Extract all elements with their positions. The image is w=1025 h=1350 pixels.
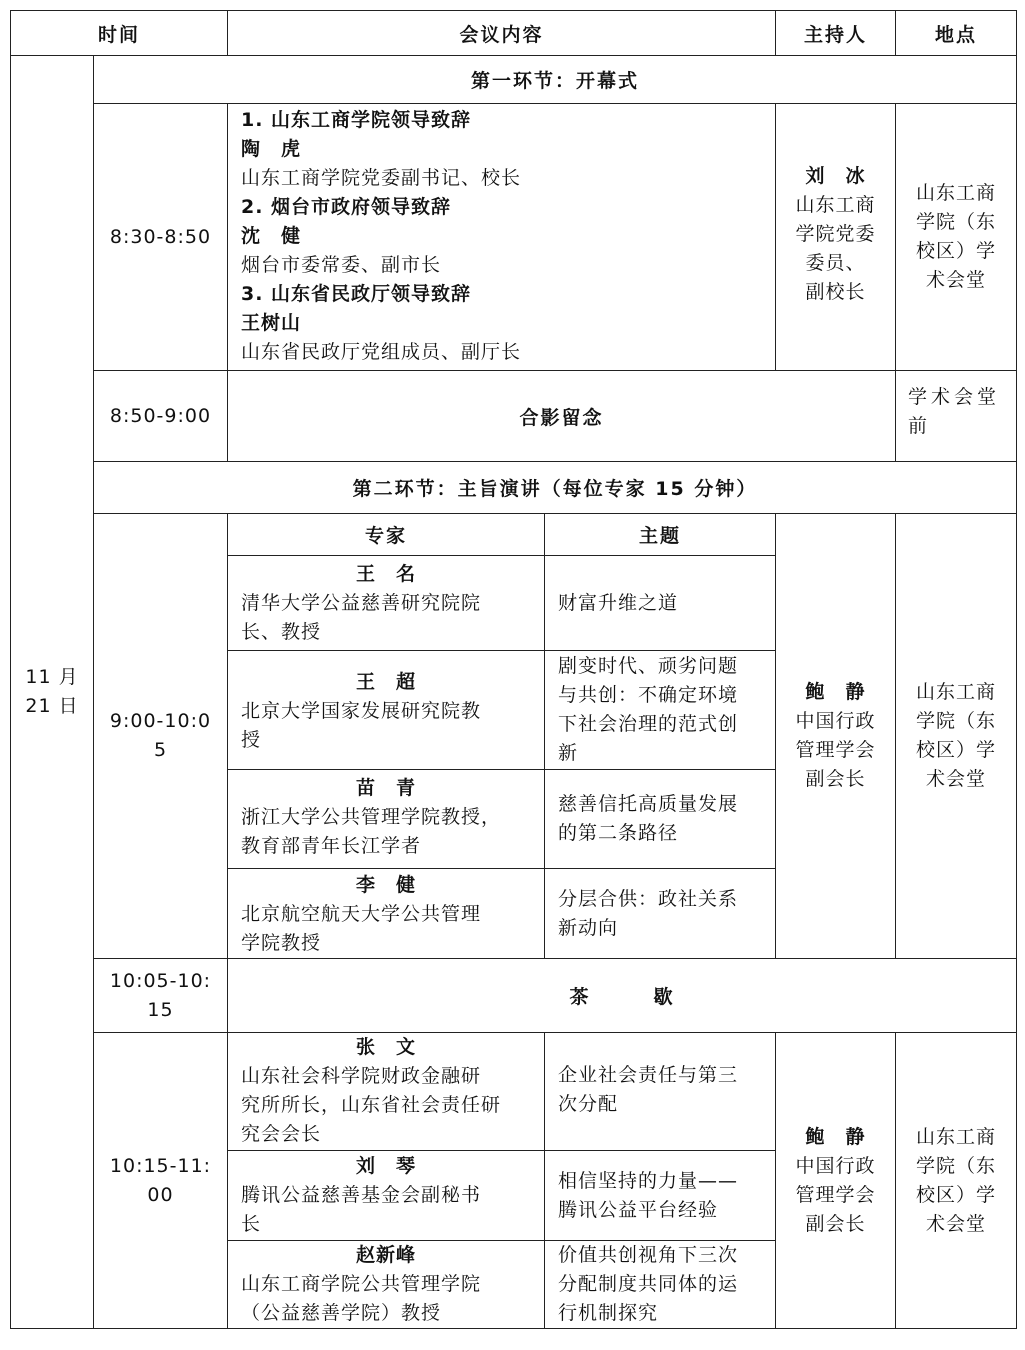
topic-cell xyxy=(544,1150,776,1241)
topic-cell xyxy=(544,650,776,770)
topic-line: 行机制探究 xyxy=(558,1302,659,1324)
topic-line: 新动向 xyxy=(558,916,619,939)
opening-item3-name: 王树山 xyxy=(241,312,302,334)
col-expert-header: 专家 xyxy=(227,513,545,556)
speaker-role: 长 xyxy=(241,1213,262,1235)
tea-time: 10:05-10: 15 xyxy=(93,958,228,1033)
speaker-role: 北京大学国家发展研究院教 xyxy=(241,700,482,722)
topic-line: 相信坚持的力量—— xyxy=(558,1169,739,1192)
venue-line: 校区）学 xyxy=(915,1183,996,1206)
session2-title: 第二环节：主旨演讲（每位专家 15 分钟） xyxy=(93,461,1017,514)
opening-host xyxy=(775,103,896,371)
opening-host-role: 委员、 xyxy=(805,252,866,274)
topic-line: 下社会治理的范式创 xyxy=(558,713,739,735)
venue-line: 学术会堂 xyxy=(908,386,1001,408)
speaker-name: 王 超 xyxy=(355,671,416,693)
speaker-cell xyxy=(227,769,545,869)
speaker-name: 王 名 xyxy=(355,563,416,585)
speaker-cell xyxy=(227,868,545,959)
speaker-name: 苗 青 xyxy=(355,777,416,799)
opening-host-role: 学院党委 xyxy=(795,223,876,245)
host-role: 中国行政 xyxy=(795,1154,876,1177)
host-role: 副会长 xyxy=(805,768,866,790)
header-venue: 地点 xyxy=(895,10,1017,56)
topic-line: 新 xyxy=(558,742,579,764)
col-topic-header: 主题 xyxy=(544,513,776,556)
date-cell xyxy=(10,55,94,1329)
speaker-name: 李 健 xyxy=(355,874,416,896)
topic-line: 分配制度共同体的运 xyxy=(558,1273,739,1295)
opening-host-role: 山东工商 xyxy=(795,194,876,216)
header-time: 时间 xyxy=(10,10,228,56)
keynote1-host xyxy=(775,513,896,959)
venue-line: 校区）学 xyxy=(915,739,996,761)
photo-title: 合影留念 xyxy=(227,370,896,462)
topic-line: 次分配 xyxy=(558,1093,619,1115)
speaker-cell xyxy=(227,1240,545,1329)
keynote2-venue xyxy=(895,1032,1017,1329)
venue-line: 术会堂 xyxy=(925,269,986,291)
speaker-name: 张 文 xyxy=(355,1036,416,1058)
topic-cell xyxy=(544,555,776,651)
venue-line: 学院（东 xyxy=(915,211,996,233)
opening-venue xyxy=(895,103,1017,371)
speaker-role: 学院教授 xyxy=(241,932,322,954)
speaker-cell xyxy=(227,555,545,651)
topic-line: 财富升维之道 xyxy=(558,591,679,614)
venue-line: 术会堂 xyxy=(925,1212,986,1235)
topic-line: 分层合供：政社关系 xyxy=(558,887,739,910)
header-host: 主持人 xyxy=(775,10,896,56)
keynote2-host xyxy=(775,1032,896,1329)
speaker-role: 长、教授 xyxy=(241,621,322,643)
host-role: 管理学会 xyxy=(795,1183,876,1206)
opening-item1-name: 陶 虎 xyxy=(241,138,302,160)
speaker-role: 教育部青年长江学者 xyxy=(241,835,422,857)
speaker-cell xyxy=(227,650,545,770)
speaker-cell xyxy=(227,1150,545,1241)
opening-host-role: 副校长 xyxy=(805,281,866,303)
header-content: 会议内容 xyxy=(227,10,776,56)
speaker-role: 清华大学公益慈善研究院院 xyxy=(241,592,482,614)
keynote1-venue xyxy=(895,513,1017,959)
speaker-role: 腾讯公益慈善基金会副秘书 xyxy=(241,1184,482,1206)
speaker-name: 赵新峰 xyxy=(355,1244,416,1266)
opening-host-name: 刘 冰 xyxy=(805,165,866,187)
topic-cell xyxy=(544,1240,776,1329)
topic-line: 剧变时代、顽劣问题 xyxy=(558,655,739,677)
photo-venue xyxy=(895,370,1017,462)
venue-line: 山东工商 xyxy=(915,681,996,703)
host-role: 管理学会 xyxy=(795,739,876,761)
opening-item2-name: 沈 健 xyxy=(241,225,302,247)
host-role: 中国行政 xyxy=(795,710,876,732)
topic-line: 的第二条路径 xyxy=(558,822,679,844)
venue-line: 前 xyxy=(908,415,932,437)
opening-item3-role: 山东省民政厅党组成员、副厅长 xyxy=(241,341,522,363)
keynote1-time: 9:00-10:0 5 xyxy=(93,513,228,959)
host-name: 鲍 静 xyxy=(805,1125,866,1148)
venue-line: 术会堂 xyxy=(925,768,986,790)
venue-line: 山东工商 xyxy=(915,1125,996,1148)
tea-title: 茶 歇 xyxy=(227,958,1017,1033)
topic-line: 与共创：不确定环境 xyxy=(558,684,739,706)
venue-line: 学院（东 xyxy=(915,710,996,732)
photo-time: 8:50-9:00 xyxy=(93,370,228,462)
host-name: 鲍 静 xyxy=(805,681,866,703)
topic-cell xyxy=(544,868,776,959)
date-day: 21 日 xyxy=(25,695,79,717)
opening-item3-title: 3. 山东省民政厅领导致辞 xyxy=(241,283,472,305)
keynote2-time: 10:15-11: 00 xyxy=(93,1032,228,1329)
speaker-role: 北京航空航天大学公共管理 xyxy=(241,903,482,925)
host-role: 副会长 xyxy=(805,1212,866,1235)
date-month: 11 月 xyxy=(25,666,79,688)
topic-line: 慈善信托高质量发展 xyxy=(558,793,739,815)
venue-line: 山东工商 xyxy=(915,182,996,204)
speaker-role: 山东社会科学院财政金融研 xyxy=(241,1065,482,1087)
opening-item1-role: 山东工商学院党委副书记、校长 xyxy=(241,167,522,189)
opening-content xyxy=(227,103,776,371)
opening-item2-title: 2. 烟台市政府领导致辞 xyxy=(241,196,452,218)
speaker-role: 山东工商学院公共管理学院 xyxy=(241,1273,482,1295)
topic-line: 价值共创视角下三次 xyxy=(558,1244,739,1266)
topic-line: 企业社会责任与第三 xyxy=(558,1064,739,1086)
topic-cell xyxy=(544,769,776,869)
speaker-name: 刘 琴 xyxy=(355,1155,416,1177)
speaker-role: 究所所长，山东省社会责任研 xyxy=(241,1094,502,1116)
speaker-role: 究会会长 xyxy=(241,1123,322,1145)
speaker-cell xyxy=(227,1032,545,1151)
topic-cell xyxy=(544,1032,776,1151)
opening-item2-role: 烟台市委常委、副市长 xyxy=(241,254,442,276)
opening-time: 8:30-8:50 xyxy=(93,103,228,371)
venue-line: 学院（东 xyxy=(915,1154,996,1177)
session1-title: 第一环节：开幕式 xyxy=(93,55,1017,104)
speaker-role: 授 xyxy=(241,729,262,751)
speaker-role: （公益慈善学院）教授 xyxy=(241,1302,442,1324)
venue-line: 校区）学 xyxy=(915,240,996,262)
topic-line: 腾讯公益平台经验 xyxy=(558,1198,719,1221)
speaker-role: 浙江大学公共管理学院教授， xyxy=(241,806,502,828)
opening-item1-title: 1. 山东工商学院领导致辞 xyxy=(241,109,472,131)
